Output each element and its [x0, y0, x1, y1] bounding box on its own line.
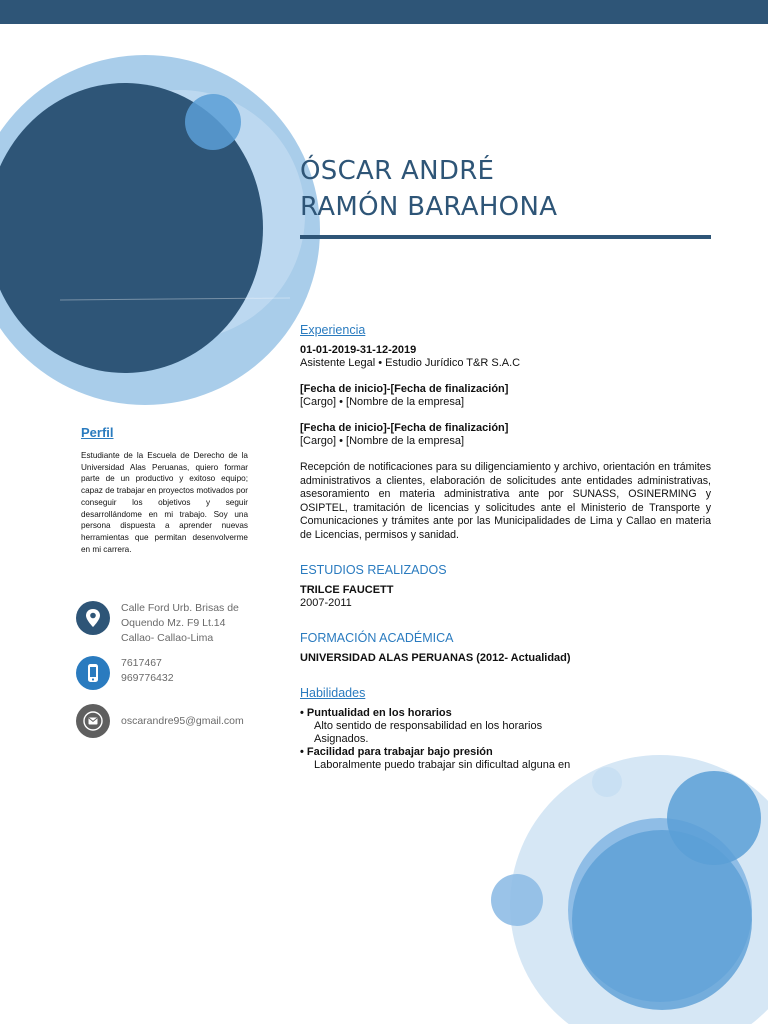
studies-title: ESTUDIOS REALIZADOS: [300, 563, 447, 577]
skill1-desc-line1: Alto sentido de responsabilidad en los horarios: [314, 720, 543, 732]
location-pin-icon: [76, 601, 110, 635]
studies-years: 2007-2011: [300, 597, 352, 609]
circle-top-bubble: [185, 94, 241, 150]
skill2-desc-line1: Laboralmente puedo trabajar sin dificultad alguna en: [314, 759, 571, 771]
job1-role: Asistente Legal • Estudio Jurídico T&R S.A.C: [300, 357, 521, 369]
job2-dates: [Fecha de inicio]-[Fecha de finalización]: [300, 383, 509, 395]
address-line-3: Callao- Callao-Lima: [121, 632, 214, 644]
email-text[interactable]: oscarandre95@gmail.com: [121, 715, 244, 727]
studies-school: TRILCE FAUCETT: [300, 584, 394, 596]
phone-text: [121, 656, 174, 686]
address-line-2: Oquendo Mz. F9 Lt.14: [121, 617, 226, 629]
job3-role: [Cargo] • [Nombre de la empresa]: [300, 435, 465, 447]
skills-title: Habilidades: [300, 686, 366, 700]
profile-text: Estudiante de la Escuela de Derecho de la Universidad Alas Peruanas, quiero formar parte de un productivo y exitoso equipo; capaz de trabajar en proyectos motivados por conseguir los objetivos y seguir desarrollándome en mi trabajo. Soy una persona dispuesta a aprender nuevas herramientas que permitan desenvolverme en mi carrera.: [81, 451, 248, 554]
skill2-title: • Facilidad para trabajar bajo presión: [300, 746, 493, 758]
job3-dates: [Fecha de inicio]-[Fecha de finalización]: [300, 422, 509, 434]
experience-title: Experiencia: [300, 323, 366, 337]
circle-bottom-top: [667, 771, 761, 865]
phone-2: 969776432: [121, 672, 174, 684]
skill1-desc-line2: Asignados.: [314, 733, 369, 745]
circle-bottom-left: [491, 874, 543, 926]
education-university: UNIVERSIDAD ALAS PERUANAS (2012- Actualidad): [300, 652, 571, 664]
candidate-name: [300, 153, 720, 225]
address-text: [121, 601, 239, 646]
main-content: [300, 322, 711, 772]
job2-role: [Cargo] • [Nombre de la empresa]: [300, 396, 465, 408]
job1-dates: 01-01-2019-31-12-2019: [300, 344, 417, 356]
profile-section: [81, 425, 248, 555]
name-line-2: RAMÓN BARAHONA: [300, 192, 558, 222]
experience-description: Recepción de notificaciones para su diligenciamiento y archivo, orientación en trámites administrativos a clientes, elaboración de solicitudes ante entidades administrativas, asesoramiento en materia administrativa ante por SUNASS, OSINERMING y OSIPTEL, tramitación de licencias y solicitudes ante el Ministerio de Transporte y Comunicaciones y trámites ante por las Municipalidades de Lima y Callao en materia de Licencias, permisos y sanidad.: [300, 461, 711, 541]
skill1-title: • Puntualidad en los horarios: [300, 707, 452, 719]
name-underline: [300, 235, 711, 239]
education-title: FORMACIÓN ACADÉMICA: [300, 631, 454, 645]
phone-icon: [76, 656, 110, 690]
address-line-1: Calle Ford Urb. Brisas de: [121, 602, 239, 614]
profile-title: Perfil: [81, 425, 114, 440]
phone-1: 7617467: [121, 657, 162, 669]
name-line-1: ÓSCAR ANDRÉ: [300, 156, 495, 186]
envelope-icon: [76, 704, 110, 738]
